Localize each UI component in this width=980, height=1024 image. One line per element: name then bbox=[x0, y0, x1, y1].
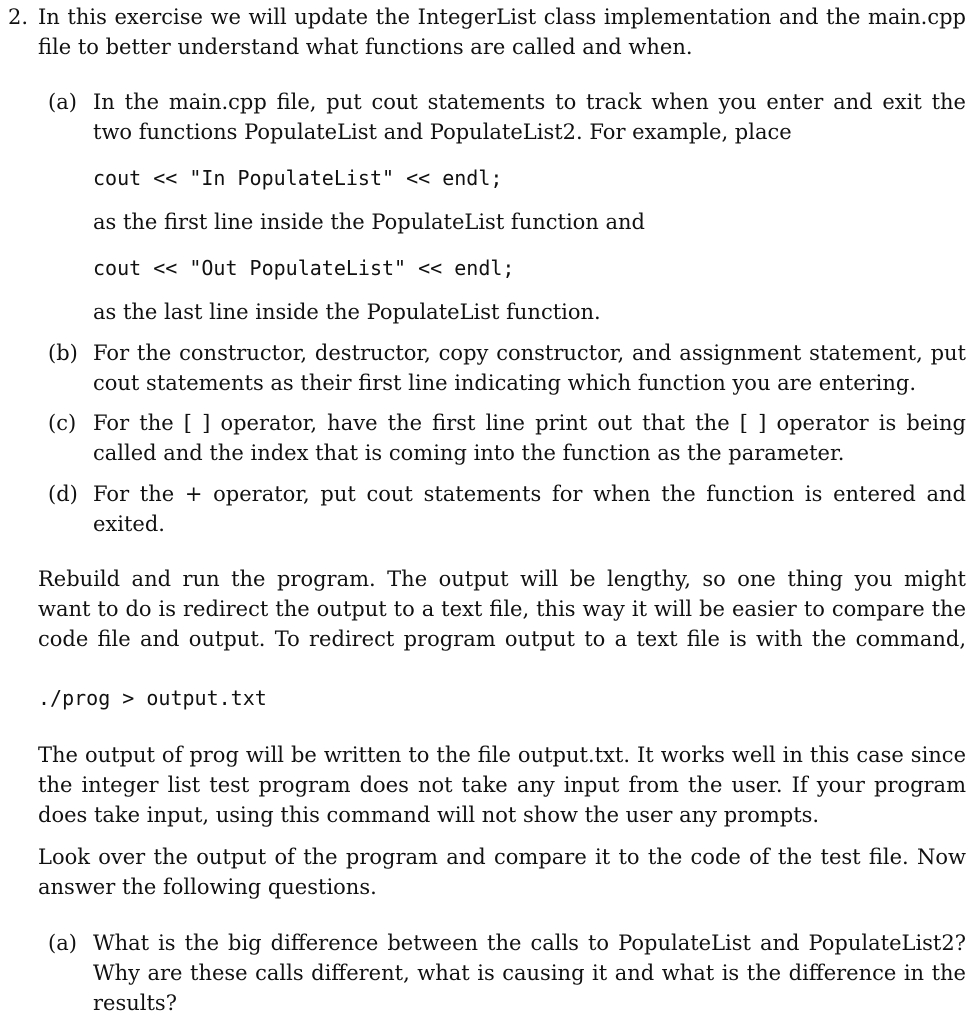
step-b-label: (b) bbox=[48, 341, 78, 365]
exercise-intro-line-1: In this exercise we will update the IntegerList class implementation and the main.cpp bbox=[38, 5, 966, 29]
exercise-number: 2. bbox=[8, 5, 29, 29]
look-over-line-1: Look over the output of the program and compare it to the code of the test file. Now bbox=[38, 845, 966, 869]
step-b-line-1: For the constructor, destructor, copy constructor, and assignment statement, put bbox=[93, 341, 966, 365]
step-c-line-1: For the [ ] operator, have the first line print out that the [ ] operator is being bbox=[93, 411, 966, 435]
question-a-line-1: What is the big difference between the calls to PopulateList and PopulateList2? bbox=[93, 931, 966, 955]
step-d-line-1: For the + operator, put cout statements for when the function is entered and bbox=[93, 482, 966, 506]
step-a-code-in: cout << "In PopulateList" << endl; bbox=[93, 166, 503, 190]
output-note-line-3: does take input, using this command will not show the user any prompts. bbox=[38, 803, 820, 827]
step-a-end-text: as the last line inside the PopulateList function. bbox=[93, 300, 601, 324]
rebuild-line-1: Rebuild and run the program. The output will be lengthy, so one thing you might bbox=[38, 567, 966, 591]
step-a-line-1: In the main.cpp file, put cout statements to track when you enter and exit the bbox=[93, 90, 966, 114]
question-a-label: (a) bbox=[48, 931, 77, 955]
question-a-line-2: Why are these calls different, what is causing it and what is the difference in the bbox=[93, 961, 966, 985]
rebuild-line-2: want to do is redirect the output to a text file, this way it will be easier to compare the bbox=[38, 597, 966, 621]
step-a-line-2: two functions PopulateList and PopulateList2. For example, place bbox=[93, 120, 792, 144]
output-note-line-2: the integer list test program does not take any input from the user. If your program bbox=[38, 773, 966, 797]
step-a-code-out: cout << "Out PopulateList" << endl; bbox=[93, 256, 515, 280]
rebuild-line-3: code file and output. To redirect program output to a text file is with the command, bbox=[38, 627, 966, 651]
step-c-line-2: called and the index that is coming into the function as the parameter. bbox=[93, 441, 845, 465]
output-note-line-1: The output of prog will be written to the file output.txt. It works well in this case since bbox=[38, 743, 966, 767]
exercise-intro-line-2: file to better understand what functions are called and when. bbox=[38, 35, 693, 59]
step-d-line-2: exited. bbox=[93, 512, 165, 536]
step-c-label: (c) bbox=[48, 411, 77, 435]
redirect-command: ./prog > output.txt bbox=[38, 686, 267, 710]
question-a-line-3: results? bbox=[93, 991, 177, 1015]
step-a-middle-text: as the first line inside the PopulateList function and bbox=[93, 210, 645, 234]
look-over-line-2: answer the following questions. bbox=[38, 875, 377, 899]
step-a-label: (a) bbox=[48, 90, 77, 114]
step-d-label: (d) bbox=[48, 482, 78, 506]
step-b-line-2: cout statements as their first line indicating which function you are entering. bbox=[93, 371, 917, 395]
